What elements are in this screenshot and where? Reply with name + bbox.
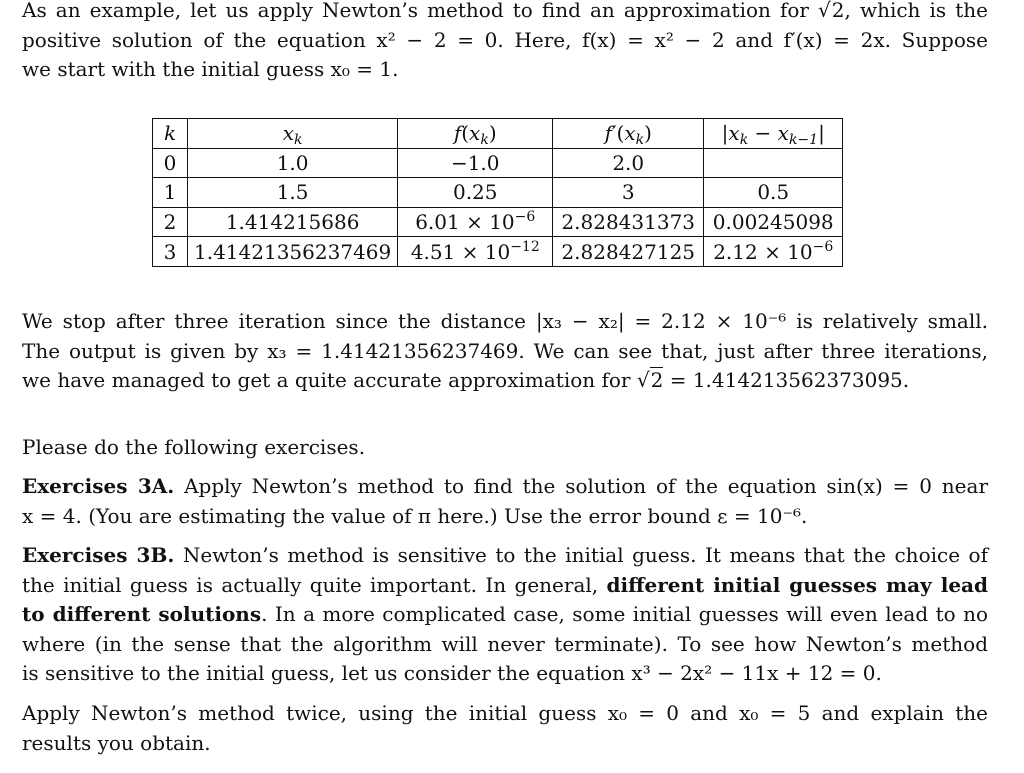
exercise-3b-line-2: the initial guess is actually quite important. In general, different initial guesses may lead [22,572,988,597]
table-cell: 2.0 [553,148,704,178]
table-row [153,178,843,208]
exercise-3a-heading: Exercises 3A. [22,474,175,498]
table-cell: $f'(x_k)$ [553,119,704,149]
newton-iteration-table [152,118,843,267]
exercise-3b-line-4: where (in the sense that the algorithm will never terminate). To see how Newton’s method [22,631,988,656]
sqrt-symbol: √2 [818,0,844,26]
final-line-2: results you obtain. [22,730,211,755]
table-cell: 0.5 [704,178,843,208]
table-cell: 0.00245098 [704,207,843,237]
table-cell: 1.41421356237469 [188,237,398,267]
table-cell: 2 [153,207,188,237]
exercise-prompt: Please do the following exercises. [22,435,366,459]
table-cell: 3 [153,237,188,267]
table-cell [704,148,843,178]
sqrt-symbol: √2 [636,368,664,392]
table-row [153,207,843,237]
table-cell: 3 [553,178,704,208]
table-row [153,237,843,267]
exercise-3b-line-3: to different solutions. In a more complicated case, some initial guesses will even lead to no [22,602,988,626]
exercise-3a-line-1: Exercises 3A. Apply Newton’s method to find the solution of the equation sin(x) = 0 near [22,474,989,498]
table-cell: 1.5 [188,178,398,208]
table-cell: 0.25 [398,178,553,208]
intro-paragraph [22,0,988,85]
conclusion-line-1: We stop after three iteration since the distance |x₃ − x₂| = 2.12 × 10⁻⁶ is relatively small. [22,309,988,333]
intro-line-1: As an example, let us apply Newton’s method to find an approximation for √2, which is the [22,0,988,26]
table-cell: −1.0 [398,148,553,178]
exercise-3b-heading: Exercises 3B. [22,543,175,567]
table-cell: $4.51 \times 10^{-12}$ [398,237,553,267]
table-cell: $2.12 \times 10^{-6}$ [704,237,843,267]
conclusion-line-3: we have managed to get a quite accurate approximation for √2 = 1.414213562373095. [22,366,988,396]
table-cell: $6.01 \times 10^{-6}$ [398,207,553,237]
intro-line-2: positive solution of the equation x² − 2 = 0. Here, f(x) = x² − 2 and f′(x) = 2x. Suppose [22,27,988,52]
emphasis-text: different initial guesses may lead [606,572,988,597]
table-cell: 0 [153,148,188,178]
table-row [153,148,843,178]
final-line-1: Apply Newton’s method twice, using the initial guess x₀ = 0 and x₀ = 5 and explain the [22,701,988,725]
exercise-3b [22,541,988,689]
table-cell: 1.0 [188,148,398,178]
table-cell: $|x_k - x_{k-1}|$ [704,119,843,149]
table-cell: 1.414215686 [188,207,398,237]
conclusion-line-2: The output is given by x₃ = 1.41421356237469. We can see that, just after three iterations, [22,338,988,363]
intro-line-3: we start with the initial guess x₀ = 1. [22,57,399,81]
conclusion-paragraph [22,307,988,396]
exercise-3a-line-2: x = 4. (You are estimating the value of π here.) Use the error bound ε = 10⁻⁶. [22,503,808,528]
exercise-3b-line-5: is sensitive to the initial guess, let us consider the equation x³ − 2x² − 11x + 12 = 0. [22,661,882,685]
table-cell: $x_k$ [188,119,398,149]
exercise-3b-line-1: Exercises 3B. Newton’s method is sensitive to the initial guess. It means that the choice of [22,543,988,567]
exercise-3a [22,472,988,531]
table-cell: k [153,119,188,149]
table-cell: $f(x_k)$ [398,119,553,149]
table-cell: 2.828431373 [553,207,704,237]
table-cell: 1 [153,178,188,208]
table-cell: 2.828427125 [553,237,704,267]
emphasis-text: to different solutions [22,602,262,626]
table-header-row [153,119,843,149]
final-instruction [22,699,988,758]
